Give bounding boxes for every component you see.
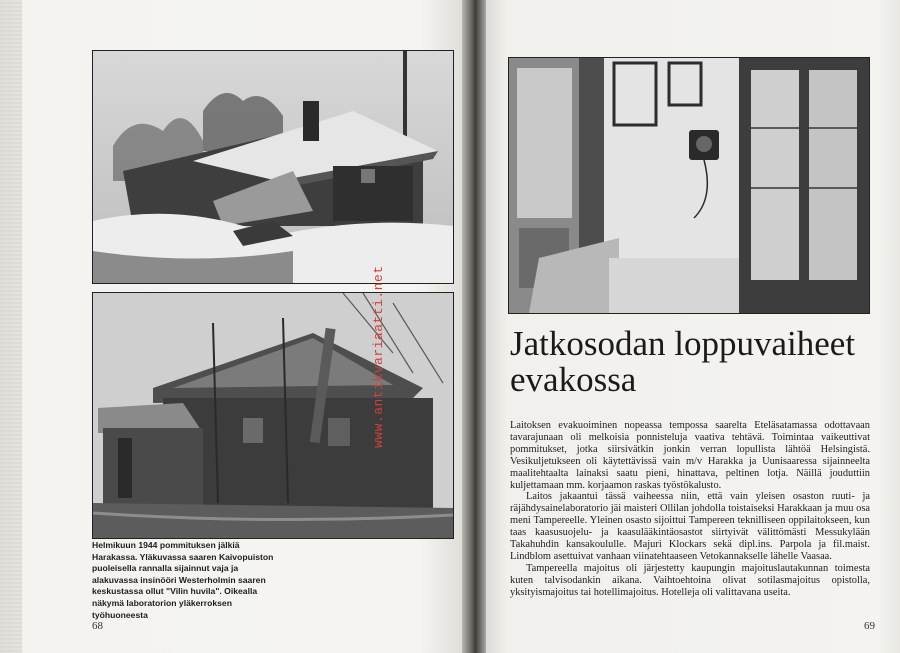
body-paragraph: Tampereella majoitus oli järjestetty kaupungin majoituslautakunnan toimesta kuten talvisodankin aikana. Vaihtoehtoina olivat sotilasmajoitus opistolla, yksityismajoitus tai hotellimajoitus. Hotelleja oli valittavana useita. bbox=[510, 562, 870, 598]
page-number-right: 69 bbox=[864, 620, 875, 632]
photo-lab-interior bbox=[508, 57, 870, 314]
page-number-left: 68 bbox=[92, 620, 103, 632]
chapter-body bbox=[510, 420, 870, 599]
page-edge bbox=[0, 0, 22, 653]
photo-villa-ruin bbox=[92, 292, 454, 539]
body-paragraph: Laitoksen evakuoiminen nopeassa tempossa saarelta Eteläsatamassa odottavaan tavarajunaan oli melkoisia ponnisteluja vaativa tehtävä. Toimintaa vaikeuttivat pommitukset, jotka siirsivätkin jonkin verran lopullista lähtöä Helsingistä. Vesikuljetukseen oli käytettävissä vain m/v Harakka ja Uunisaaressa sijainneelta maalitehtaalta lainaksi saatu pieni, hinattava, peltinen lotja. Näillä jouduttiin kuljettamaan mm. korjaamon raskas työstökalusto. bbox=[510, 420, 870, 491]
chapter-heading-line1: Jatkosodan loppuvaiheet bbox=[510, 324, 856, 363]
chapter-heading bbox=[510, 326, 890, 398]
book-gutter bbox=[462, 0, 486, 653]
body-paragraph: Laitos jakaantui tässä vaiheessa niin, että vain yleisen osaston ruuti- ja räjähdysainelaboratorio jäi maisteri Ollilan johdolla toistaiseksi Harakkaan ja muu osa meni Tampereelle. Yleinen osasto sijoittui Tampereen teknilliseen oppilaitokseen, kun taas kaasusuojelu- ja kaasulääkintäosastot siirtyivät välittömästi Messukylään Takahuhdin kansakoululle. Majuri Klockars sekä dipl.ins. Parpola ja fil.maist. Lindblom asettuivat vanhaan viinatehtaaseen Vetokannakselle lähelle Vaasaa. bbox=[510, 491, 870, 562]
watermark-text: www.antikvariaatti.net bbox=[371, 265, 386, 448]
chapter-heading-line2: evakossa bbox=[510, 360, 637, 399]
photo-caption: Helmikuun 1944 pommituksen jälkiä Harakassa. Yläkuvassa saaren Kaivopuiston puoleisella rannalla sijainnut vaja ja alakuvassa insinööri Westerholmin saaren keskustassa ollut "Vilin huvila". Oikealla näkymä laboratorion yläkerroksen työhuoneesta bbox=[92, 540, 274, 620]
photo-bombed-shed bbox=[92, 50, 454, 284]
